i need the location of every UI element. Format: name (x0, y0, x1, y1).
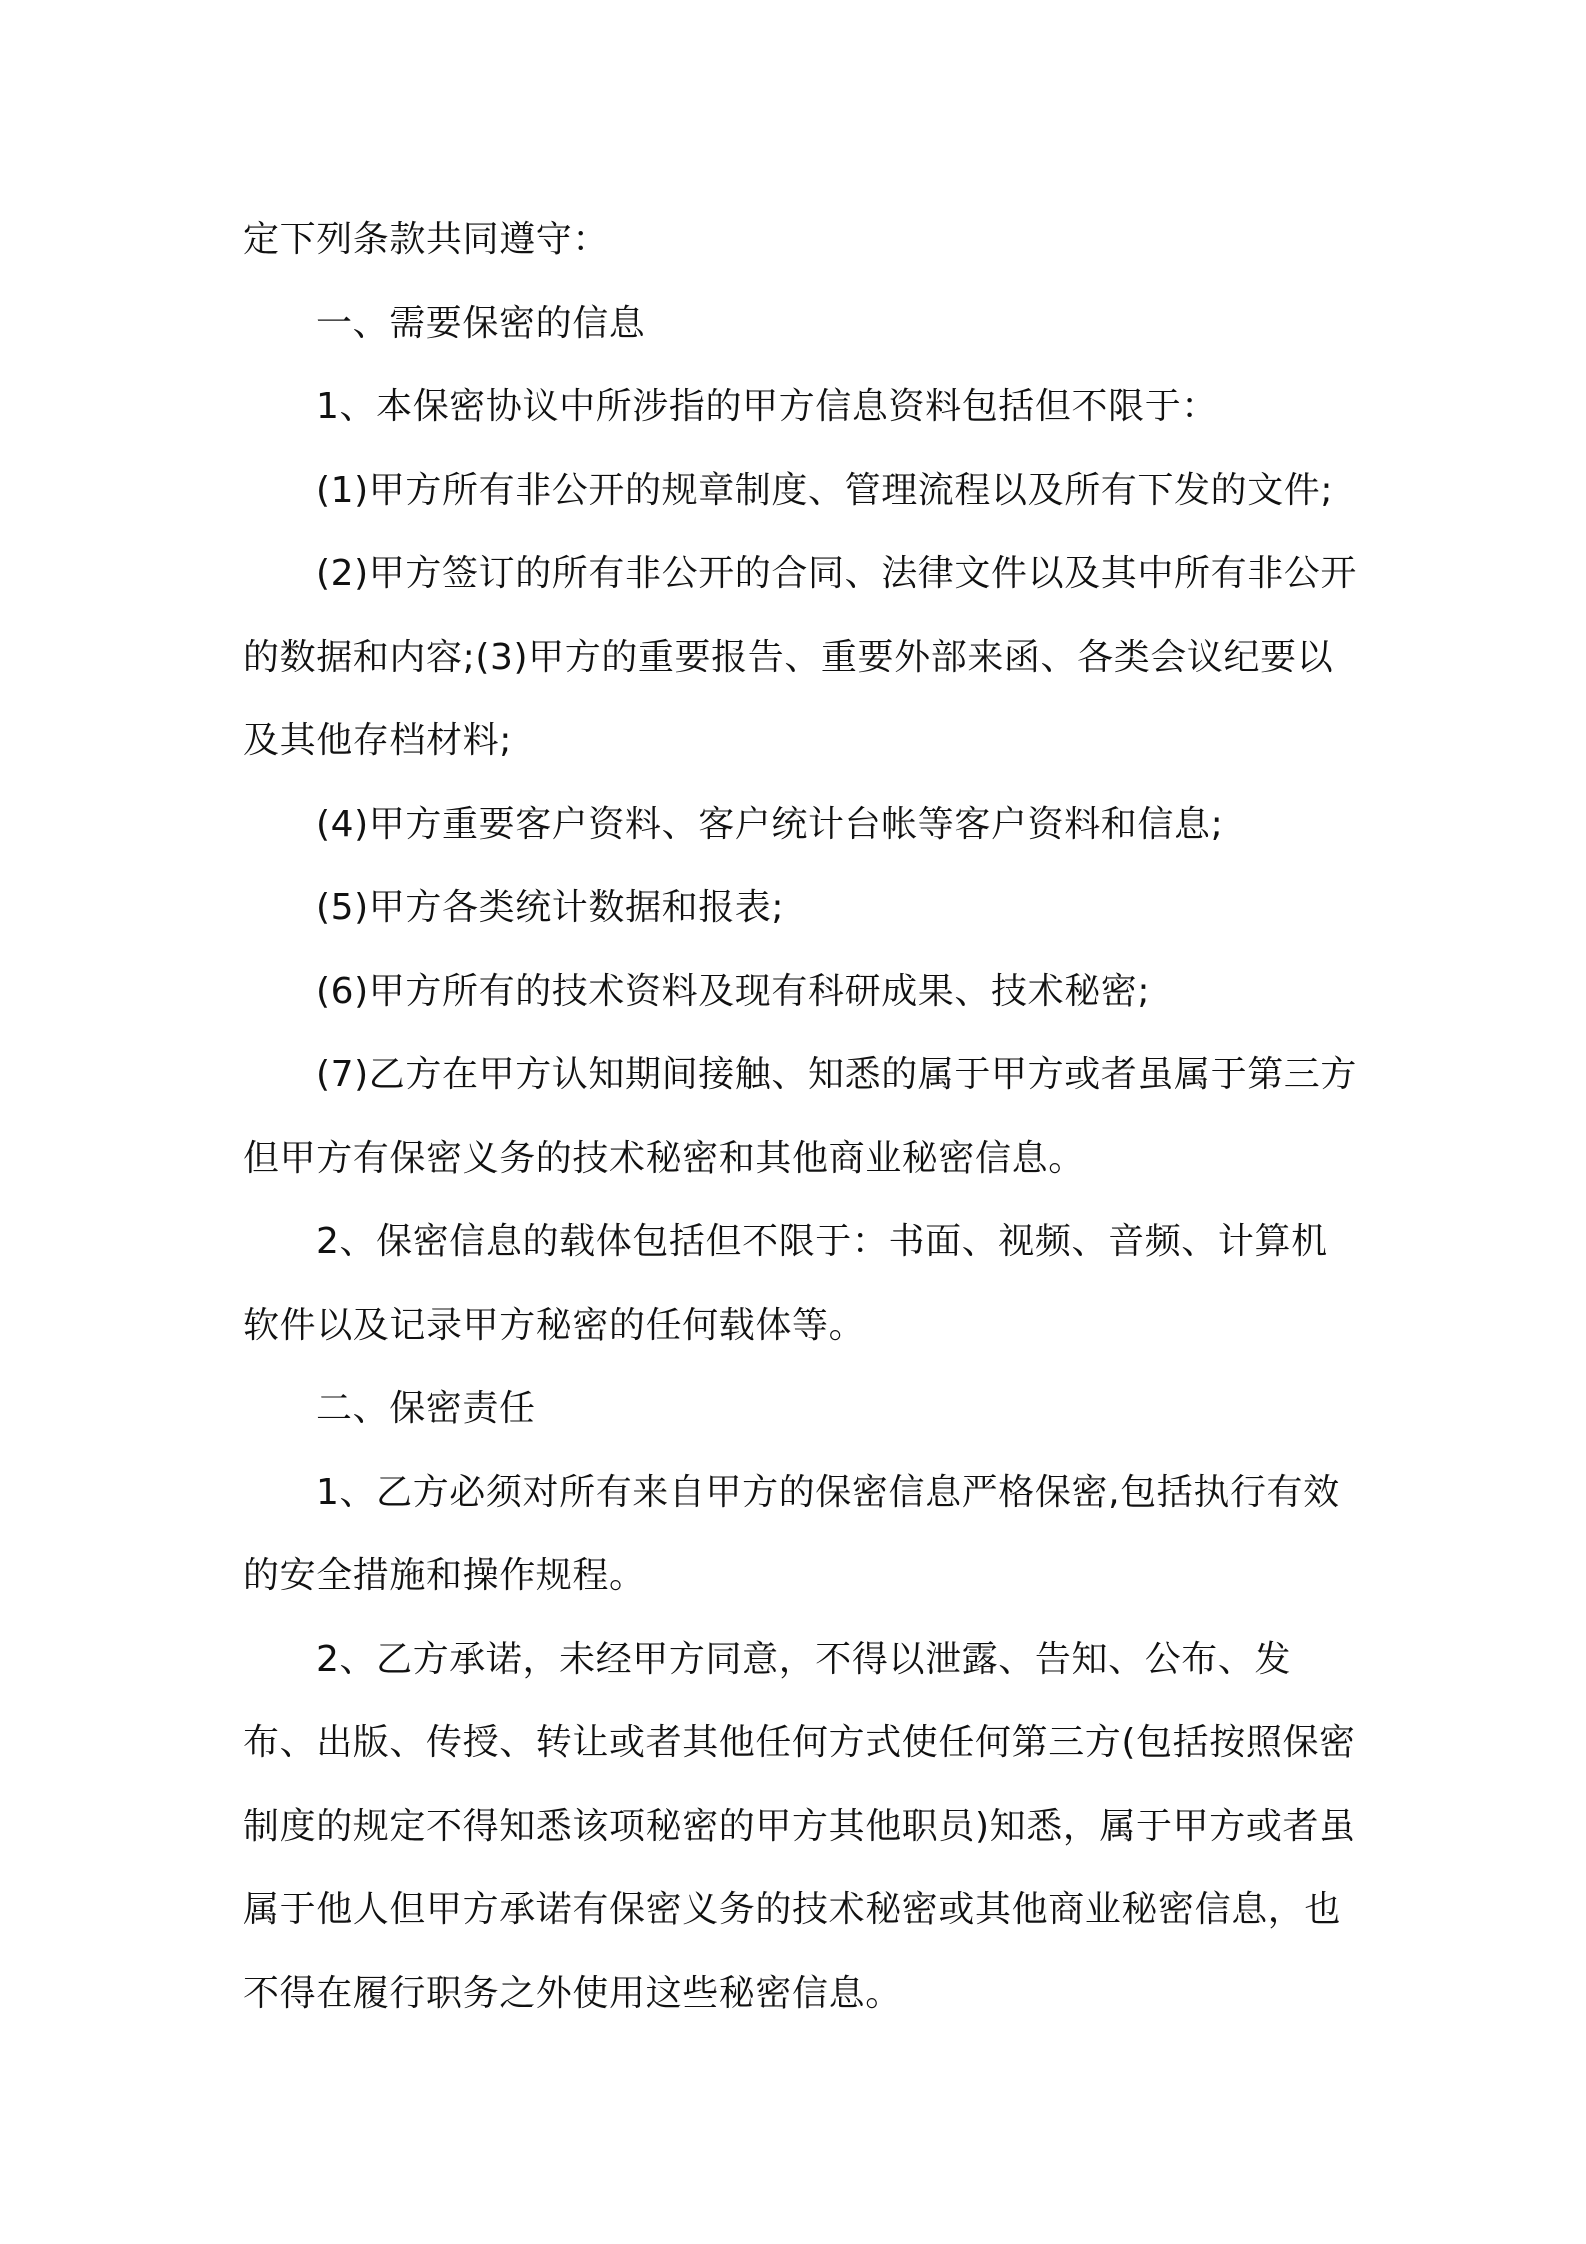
item-1: (1)甲方所有非公开的规章制度、管理流程以及所有下发的文件; (316, 469, 1334, 511)
paragraph-intro: 定下列条款共同遵守： (243, 219, 610, 260)
item-4: (4)甲方重要客户资料、客户统计台帐等客户资料和信息; (316, 803, 1224, 845)
clause-2-2: 2、乙方承诺，未经甲方同意，不得以泄露、告知、公布、发布、出版、传授、转让或者其他任何方式使任何第三方(包括按照保密制度的规定不得知悉该项秘密的甲方其他职员)知悉，属于甲方或者虽属于他人但甲方承诺有保密义务的技术秘密或其他商业秘密信息，也不得在履行职务之外使用这些秘密信息。 (243, 1638, 1356, 2014)
item-5: (5)甲方各类统计数据和报表; (316, 887, 785, 928)
clause-1-1: 1、本保密协议中所涉指的甲方信息资料包括但不限于： (316, 386, 1218, 427)
clause-2-1: 1、乙方必须对所有来自甲方的保密信息严格保密,包括执行有效的安全措施和操作规程。 (243, 1471, 1340, 1596)
heading-confidential-duty: 二、保密责任 (316, 1388, 536, 1429)
clause-1-2: 2、保密信息的载体包括但不限于：书面、视频、音频、计算机软件以及记录甲方秘密的任何载体等。 (243, 1221, 1328, 1346)
item-2-3: (2)甲方签订的所有非公开的合同、法律文件以及其中所有非公开的数据和内容;(3)甲方的重要报告、重要外部来函、各类会议纪要以及其他存档材料; (243, 553, 1357, 761)
item-6: (6)甲方所有的技术资料及现有科研成果、技术秘密; (316, 970, 1151, 1012)
item-7: (7)乙方在甲方认知期间接触、知悉的属于甲方或者虽属于第三方但甲方有保密义务的技术秘密和其他商业秘密信息。 (243, 1054, 1357, 1179)
heading-confidential-info: 一、需要保密的信息 (316, 302, 646, 344)
document-body (243, 198, 1363, 2035)
